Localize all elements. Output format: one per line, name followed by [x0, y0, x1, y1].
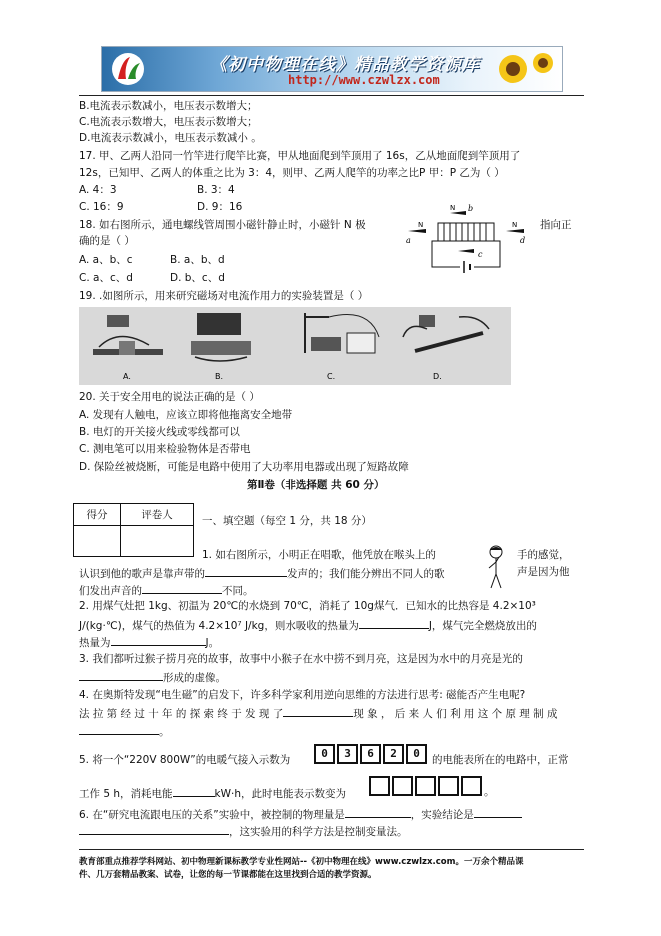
banner-title: 《初中物理在线》精品教学资源库	[210, 55, 480, 75]
fill6-text: ，这实验用的科学方法是控制变量法。	[229, 826, 408, 838]
fill4-line3	[79, 724, 170, 739]
needle-label-b: b	[468, 204, 474, 213]
fill2-text: 热量为	[79, 637, 111, 649]
meter-digit: 0	[314, 744, 335, 764]
footer-rule	[79, 849, 584, 850]
meter-blank-digit[interactable]	[461, 776, 482, 796]
fill1-blank-2[interactable]	[142, 583, 222, 594]
q18-option-b: B. a、b、d	[170, 254, 225, 266]
q20-option-c: C. 测电笔可以用来检验物体是否带电	[79, 443, 251, 455]
q19-label-d: D.	[433, 372, 442, 381]
site-logo-icon	[108, 51, 148, 87]
meter-digit: 2	[383, 744, 404, 764]
fill4-text: 法 拉 第 经 过 十 年 的 探 索 终 于 发 现 了	[79, 708, 284, 720]
fill5-line2-end: 。	[484, 786, 495, 798]
fill5-text: 工作 5 h，消耗电能	[79, 788, 173, 800]
needle-n-label: N	[512, 221, 518, 229]
fill2-text: J/(kg·℃)，煤气的热值为 4.2×10⁷ J/kg，则水吸收的热量为	[79, 620, 359, 632]
solenoid-figure	[400, 203, 535, 275]
meter-digit: 3	[337, 744, 358, 764]
q18-option-c: C. a、c、d	[79, 272, 133, 284]
energy-meter-reading	[314, 744, 429, 764]
q19-label-a: A.	[123, 372, 131, 381]
q19-stem: 19. .如图所示，用来研究磁场对电流作用力的实验装置是（ ）	[79, 290, 369, 302]
needle-label-a: a	[406, 236, 411, 245]
fill4-blank-1[interactable]	[283, 706, 353, 717]
fill4-text: 。	[159, 726, 170, 738]
fill1-line2-end: 声是因为他	[517, 566, 570, 578]
header-banner	[101, 46, 563, 92]
q18-option-d: D. b、c、d	[170, 272, 225, 284]
grader-label: 评卷人	[121, 504, 194, 526]
needle-label-d: d	[520, 236, 526, 245]
fill6-blank-2[interactable]	[474, 807, 522, 818]
singing-boy-icon	[483, 544, 509, 590]
score-cell[interactable]	[74, 526, 121, 557]
fill2-text: J。	[205, 637, 220, 649]
fill6-line2	[79, 824, 408, 839]
q17-stem-line2: 12s，已知甲、乙两人的体重之比为 3：4，则甲、乙两人爬竿的功率之比P 甲：P 乙为（ ）	[79, 167, 505, 179]
needle-label-c: c	[478, 250, 483, 259]
fill1-line3	[79, 583, 254, 598]
q19-apparatus-figure	[79, 307, 511, 385]
fill1-text: 们发出声音的	[79, 585, 142, 597]
q20-option-d: D. 保险丝被烧断，可能是电路中使用了大功率用电器或出现了短路故障	[79, 461, 409, 473]
q18-stem-line1-end: 指向正	[540, 219, 572, 231]
fill6-blank-1[interactable]	[345, 807, 411, 818]
part2-title: 第Ⅱ卷（非选择题 共 60 分）	[247, 479, 385, 491]
q17-option-b: B. 3：4	[197, 184, 235, 196]
fill5-line2	[79, 786, 346, 801]
header-rule	[79, 95, 584, 96]
meter-digit: 6	[360, 744, 381, 764]
fill1-line1-end: 手的感觉，	[517, 549, 570, 561]
q20-option-a: A. 发现有人触电，应该立即将他拖离安全地带	[79, 409, 293, 421]
fill2-blank-2[interactable]	[111, 635, 206, 646]
fill6-text: ，实验结论是	[410, 809, 474, 821]
fill1-blank-1[interactable]	[205, 566, 287, 577]
q19-label-c: C.	[327, 372, 336, 381]
score-table	[73, 503, 194, 557]
fill2-line2	[79, 618, 537, 633]
meter-digit: 0	[406, 744, 427, 764]
fill5-line1-end: 的电能表所在的电路中，正常	[432, 754, 569, 766]
fill1-text: 不同。	[222, 585, 254, 597]
q19-label-b: B.	[215, 372, 224, 381]
q20-option-b: B. 电灯的开关接火线或零线都可以	[79, 426, 240, 438]
fill1-line2	[79, 566, 445, 581]
fill5-line1-start: 5. 将一个“220V 800W”的电暖气接入示数为	[79, 754, 291, 766]
fill5-text: kW·h，此时电能表示数变为	[214, 788, 346, 800]
q18-stem-line1: 18. 如右图所示，通电螺线管周围小磁针静止时，小磁针 N 极	[79, 219, 366, 231]
fill2-blank-1[interactable]	[359, 618, 429, 629]
fill3-line1: 3. 我们都听过猴子捞月亮的故事，故事中小猴子在水中捞不到月亮，这是因为水中的月亮是光的	[79, 653, 523, 665]
footer-line2: 件、几万套精品教案、试卷，让您的每一节课都能在这里找到合适的教学资源。	[79, 870, 377, 880]
q17-option-c: C. 16：9	[79, 201, 124, 213]
score-label: 得分	[74, 504, 121, 526]
grader-cell[interactable]	[121, 526, 194, 557]
q16-option-d: D.电流表示数减小，电压表示数减小 。	[79, 132, 262, 144]
q17-stem-line1: 17. 甲、乙两人沿同一竹竿进行爬竿比赛，甲从地面爬到竿顶用了 16s，乙从地面爬到竿顶用了	[79, 150, 521, 162]
q16-option-c: C.电流表示数增大，电压表示数增大；	[79, 116, 258, 128]
fill3-line2	[79, 670, 226, 685]
fill4-blank-2[interactable]	[79, 724, 159, 735]
q16-option-b: B.电流表示数减小，电压表示数增大；	[79, 100, 258, 112]
fill2-line3	[79, 635, 219, 650]
fill4-line2	[79, 706, 557, 721]
meter-blank-digit[interactable]	[438, 776, 459, 796]
banner-url[interactable]: http://www.czwlzx.com	[288, 73, 440, 87]
meter-blank-digit[interactable]	[369, 776, 390, 796]
fill4-text: 现 象 ， 后 来 人 们 利 用 这 个 原 理 制 成	[353, 708, 558, 720]
fill6-line1	[79, 807, 522, 822]
fill1-line1: 1. 如右图所示，小明正在唱歌，他凭放在喉头上的	[202, 549, 436, 561]
fill3-text: 形成的虚像。	[163, 672, 226, 684]
energy-meter-blank[interactable]	[369, 776, 484, 796]
fill6-blank-3[interactable]	[79, 824, 229, 835]
fill2-line1: 2. 用煤气灶把 1kg、初温为 20℃的水烧到 70℃，消耗了 10g煤气．已知水的比热容是 4.2×10³	[79, 600, 536, 612]
q18-option-a: A. a、b、c	[79, 254, 133, 266]
meter-blank-digit[interactable]	[415, 776, 436, 796]
needle-n-label: N	[450, 204, 456, 212]
meter-blank-digit[interactable]	[392, 776, 413, 796]
fill5-blank-energy[interactable]	[173, 786, 215, 797]
footer-line1: 教育部重点推荐学科网站、初中物理新课标教学专业性网站--《初中物理在线》www.czwlzx.com。一万余个精品课	[79, 857, 524, 867]
sunflower-icon	[488, 49, 558, 89]
fill6-text: 6. 在“研究电流跟电压的关系”实验中，被控制的物理量是	[79, 809, 345, 821]
fill2-text: J，煤气完全燃烧放出的	[428, 620, 537, 632]
fill4-line1: 4. 在奥斯特发现“电生磁”的启发下，许多科学家利用逆向思维的方法进行思考: 磁能否产生电呢?	[79, 689, 526, 701]
q20-stem: 20. 关于安全用电的说法正确的是（ ）	[79, 391, 260, 403]
fill3-blank[interactable]	[79, 670, 163, 681]
fill1-text: 发声的；我们能分辨出不同人的歌	[287, 568, 445, 580]
fill1-text: 认识到他的歌声是靠声带的	[79, 568, 205, 580]
q17-option-a: A. 4：3	[79, 184, 117, 196]
q18-stem-line2: 确的是（ ）	[79, 235, 135, 247]
section-heading: 一、填空题（每空 1 分，共 18 分）	[202, 515, 372, 527]
q17-option-d: D. 9：16	[197, 201, 243, 213]
needle-n-label: N	[418, 221, 424, 229]
